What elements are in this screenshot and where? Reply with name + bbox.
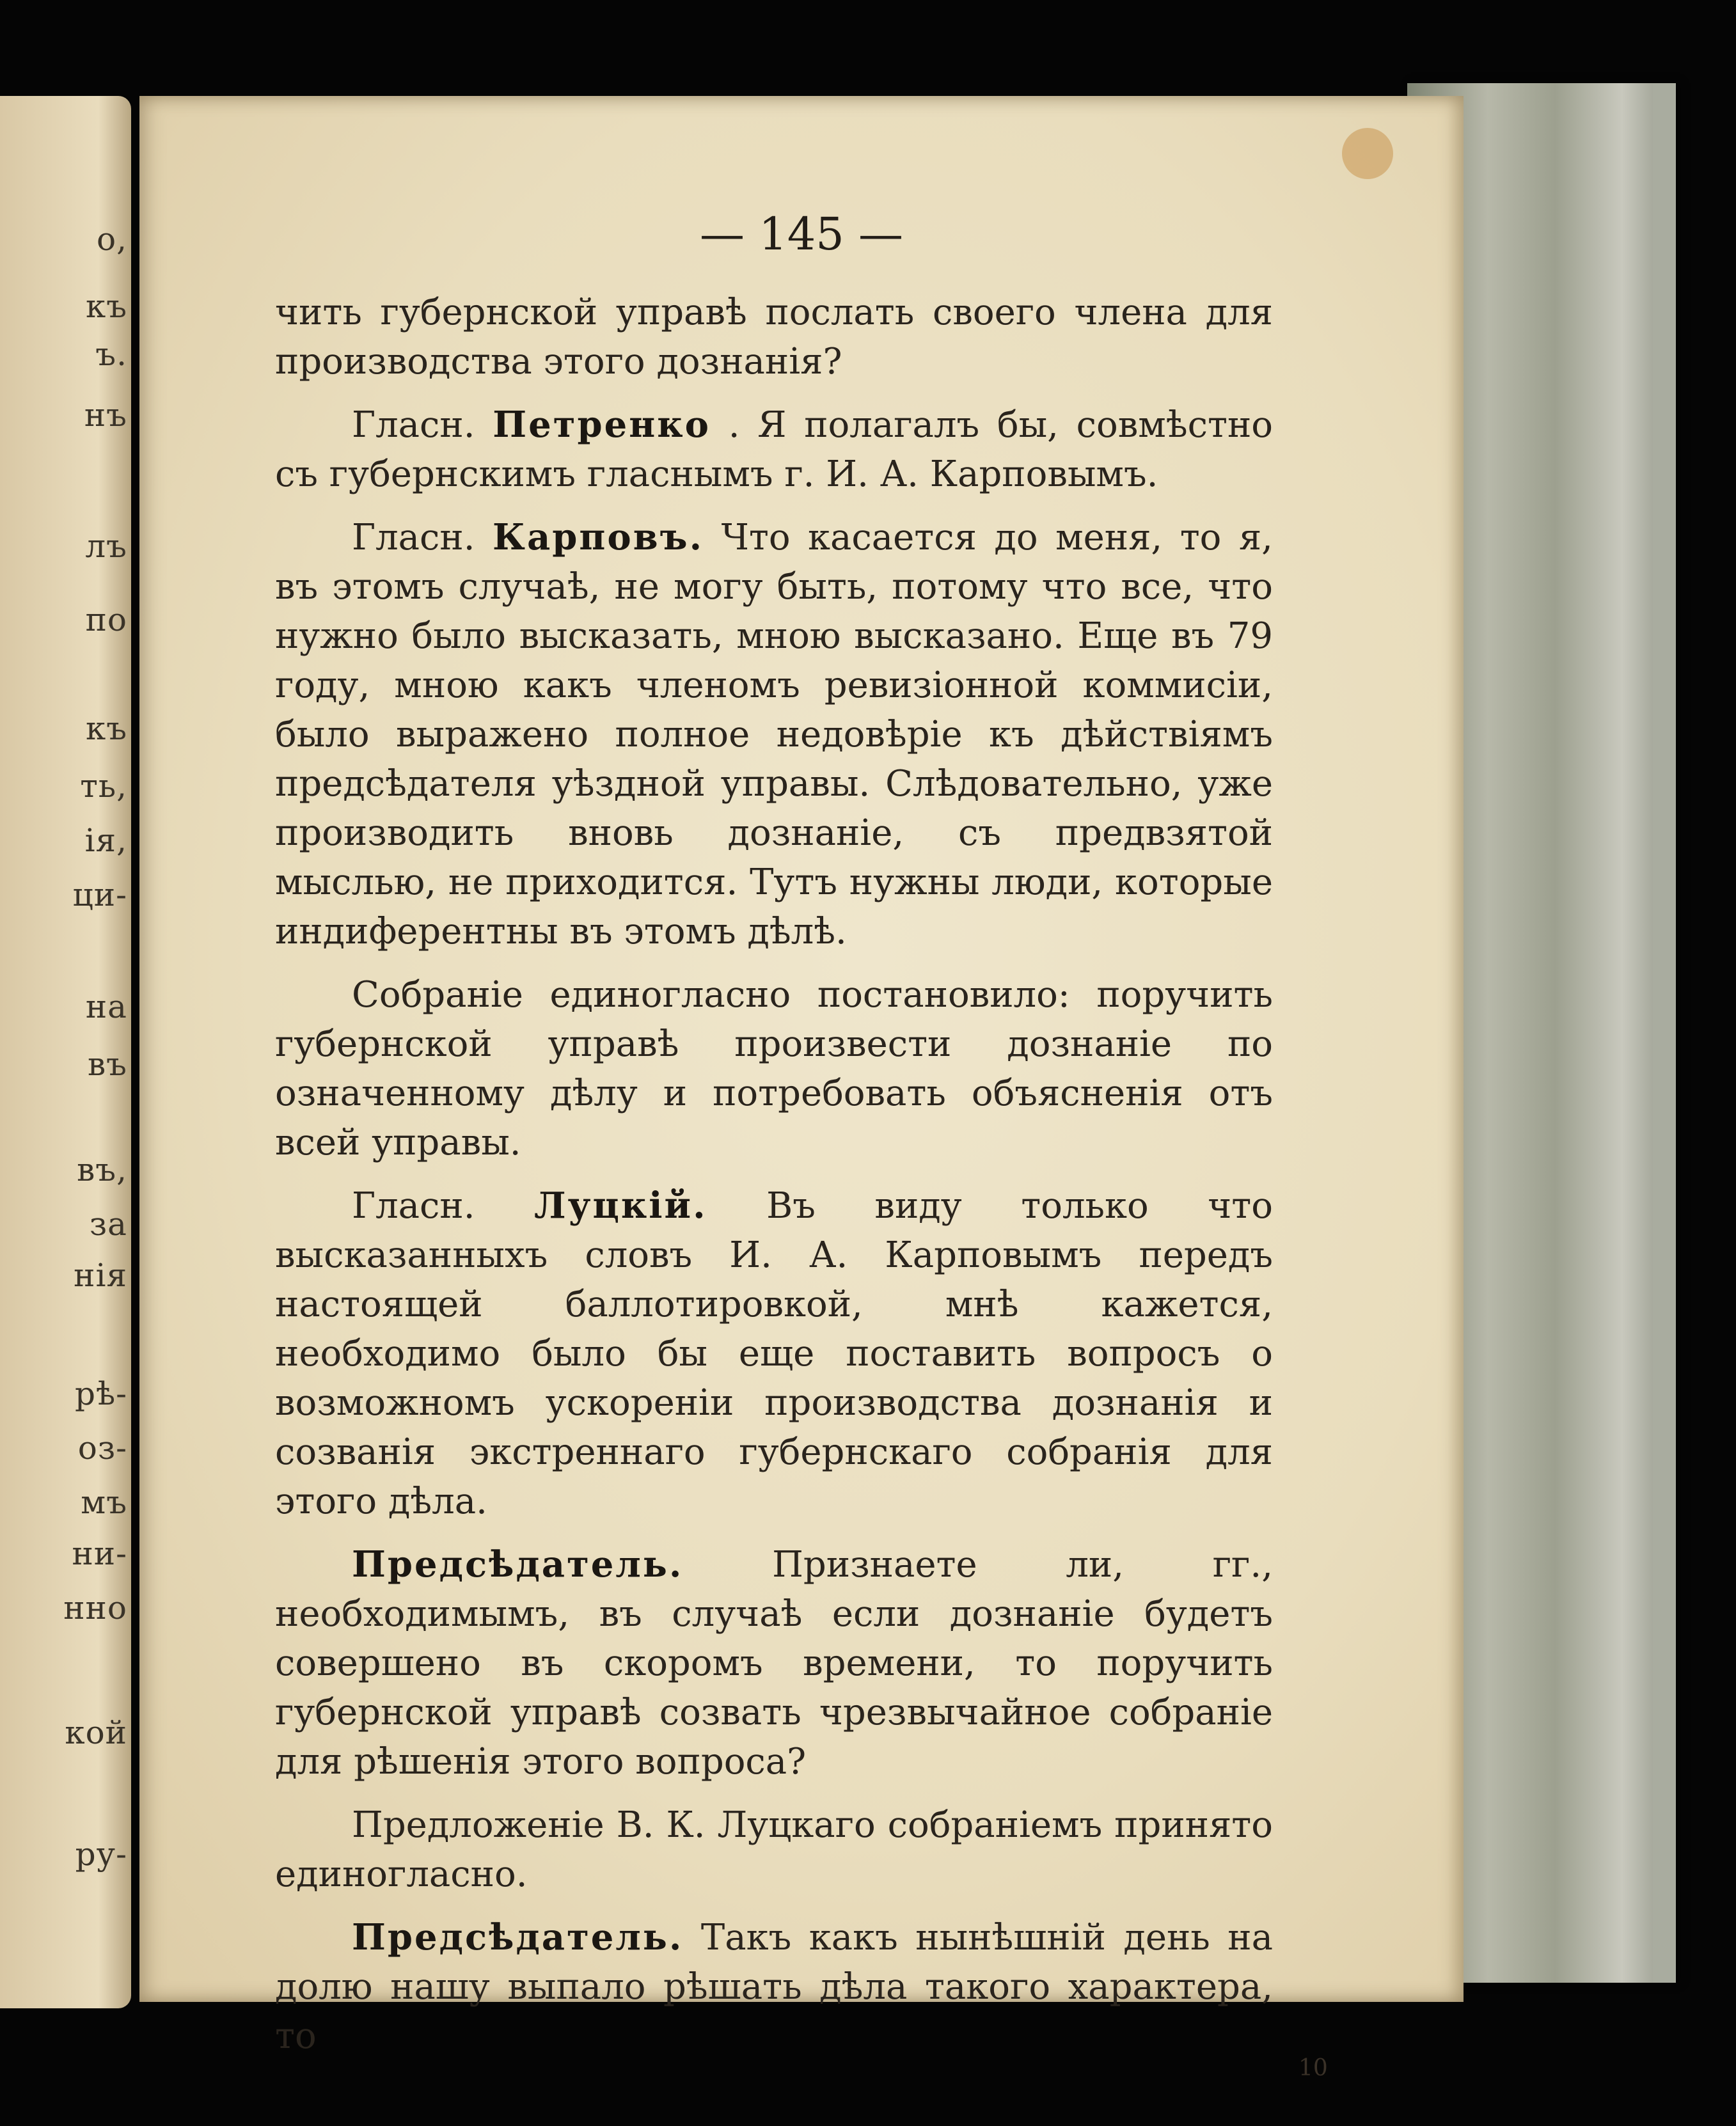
speaker-prefix: Гласн. [352,404,475,446]
paragraph-text: Признаете ли, гг., необходимымъ, въ случаѣ если дознаніе будетъ совершено въ скоромъ времени, то поручить губернской управѣ созвать чрезвычайное собраніе для рѣшенія этого вопроса? [275,1544,1273,1783]
paragraph [275,1181,1273,1526]
left-page-fragment: нія [74,1257,127,1294]
paragraph-text: . Я полагалъ бы, совмѣстно съ губернскимъ гласнымъ г. И. А. Карповымъ. [275,404,1273,495]
left-page-fragment: въ [88,1046,127,1083]
left-page-fragment: нно [63,1589,127,1626]
paragraph [275,400,1273,499]
paragraph [275,1800,1273,1899]
left-page-fragment: ни- [72,1535,127,1572]
speaker-prefix: Гласн. [352,517,475,558]
left-page-fragment: ія, [84,822,127,859]
left-page-fragment: въ, [77,1151,127,1188]
speaker-name: Луцкій. [534,1185,707,1227]
speaker-name: Петренко [493,404,711,446]
page-number: — 145 — [699,208,904,260]
paragraph [275,1913,1273,2061]
left-page-fragment: ть, [80,768,127,805]
paragraph [275,970,1273,1167]
paragraph-text: Собраніе единогласно постановило: поручить губернской управѣ произвести дознаніе по означенному дѣлу и потребовать объясненія отъ всей управы. [275,974,1273,1163]
page-text [275,288,1273,2075]
left-page-fragment: къ [85,710,127,747]
paragraph [275,513,1273,956]
left-page [0,96,131,2008]
speaker-prefix: Гласн. [352,1185,475,1227]
left-page-fragment: мъ [81,1484,127,1521]
paragraph [275,1540,1273,1786]
left-page-fragment: ъ. [95,336,127,373]
left-page-fragment: къ [85,288,127,325]
book-cover-edge [1653,83,1676,1983]
left-page-fragment: рѣ- [74,1375,127,1412]
paragraph-text: чить губернской управѣ послать своего члена для производства этого дознанія? [275,292,1273,382]
left-page-fragment: по [85,601,127,638]
speaker-name: Карповъ. [493,516,704,558]
left-page-fragment: о, [97,221,127,258]
left-page-fragment: оз- [77,1429,127,1467]
speaker-name: Предсѣдатель. [352,1916,684,1958]
paragraph-text: Такъ какъ нынѣшній день на долю нашу выпало рѣшать дѣла такого характера, то [275,1917,1273,2057]
left-page-fragment: лъ [85,528,127,565]
paragraph [275,288,1273,386]
left-page-fragment: за [89,1206,127,1243]
paper-stain [1342,128,1393,179]
left-page-fragment: нъ [84,397,127,434]
speaker-name: Предсѣдатель. [352,1543,684,1586]
left-page-fragment: кой [65,1714,127,1751]
left-page-fragment: на [85,988,127,1025]
signature-mark: 10 [1298,2055,1328,2081]
paragraph-text: Предложеніе В. К. Луцкаго собраніемъ принято единогласно. [275,1804,1273,1895]
paragraph-text: Въ виду только что высказанныхъ словъ И. А. Карповымъ передъ настоящей баллотировкой, мнѣ кажется, необходимо было бы еще поставить вопросъ о возможномъ ускореніи производства дознанія и созванія экстреннаго губернскаго собранія для этого дѣла. [275,1185,1273,1522]
right-page [139,96,1464,2081]
left-page-fragment: ру- [75,1836,127,1873]
left-page-fragment: ци- [72,876,127,913]
paragraph-text: Что касается до меня, то я, въ этомъ случаѣ, не могу быть, потому что все, что нужно было высказать, мною высказано. Еще въ 79 году, мною какъ членомъ ревизіонной коммисіи, было выражено полное недовѣріе къ дѣйствіямъ предсѣдателя уѣздной управы. Слѣдовательно, уже производить вновь дознаніе, съ предвзятой мыслью, не приходится. Тутъ нужны люди, которые индиферентны въ этомъ дѣлѣ. [275,517,1273,952]
